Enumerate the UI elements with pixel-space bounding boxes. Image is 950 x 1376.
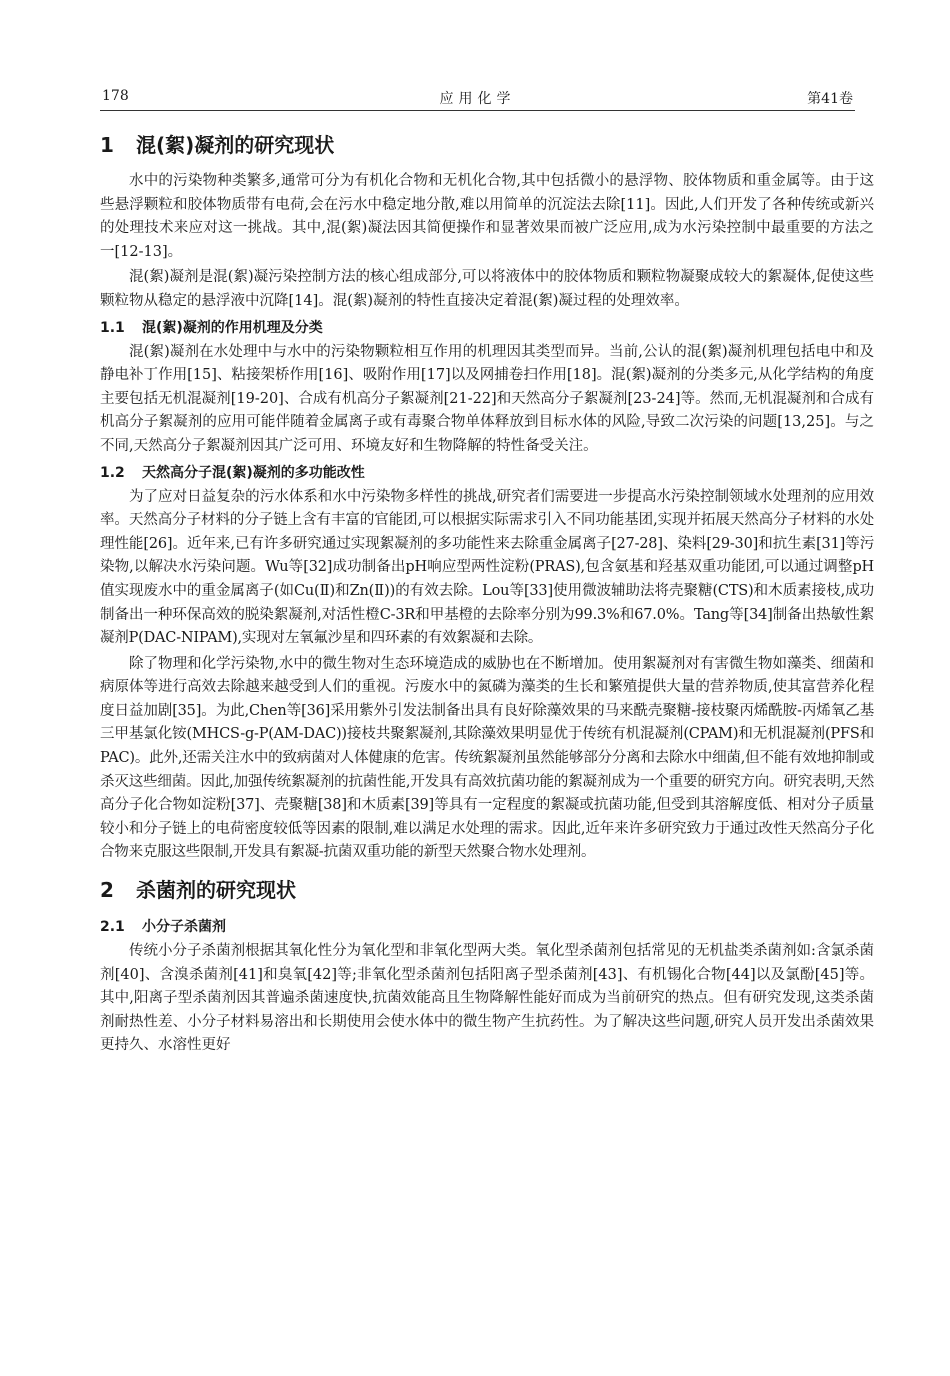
subsection-title: 天然高分子混(絮)凝剂的多功能改性: [142, 464, 365, 481]
paragraph: 除了物理和化学污染物,水中的微生物对生态环境造成的威胁也在不断增加。使用絮凝剂对有害微生物如藻类、细菌和病原体等进行高效去除越来越受到人们的重视。污废水中的氮磷为藻类的生长和繁殖提供大量的营养物质,使其富营养化程度日益加剧[35]。为此,Chen等[36]采用紫外引发法制备出具有良好除藻效果的马来酰壳聚糖-接枝聚丙烯酰胺-丙烯氧乙基三甲基氯化铵(MHCS-g-P(AM-DAC))接枝共聚絮凝剂,其除藻效果明显优于传统有机混凝剂(CPAM)和无机混凝剂(PFS和PAC)。此外,还需关注水中的致病菌对人体健康的危害。传统絮凝剂虽然能够部分分离和去除水中细菌,但不能有效地抑制或杀灭这些细菌。因此,加强传统絮凝剂的抗菌性能,开发具有高效抗菌功能的絮凝剂成为一个重要的研究方向。研究表明,天然高分子化合物如淀粉[37]、壳聚糖[38]和木质素[39]等具有一定程度的絮凝或抗菌功能,但受到其溶解度低、相对分子质量较小和分子链上的电荷密度较低等因素的限制,难以满足水处理的需求。因此,近年来许多研究致力于通过改性天然高分子化合物来克服这些限制,开发具有絮凝-抗菌双重功能的新型天然聚合物水处理剂。: [100, 655, 874, 861]
paragraph: 混(絮)凝剂在水处理中与水中的污染物颗粒相互作用的机理因其类型而异。当前,公认的混(絮)凝剂机理包括电中和及静电补丁作用[15]、粘接架桥作用[16]、吸附作用[17]以及网捕卷扫作用[18]。混(絮)凝剂的分类多元,从化学结构的角度主要包括无机混凝剂[19-20]、合成有机高分子絮凝剂[21-22]和天然高分子絮凝剂[23-24]等。然而,无机混凝剂和合成有机高分子絮凝剂的应用可能伴随着金属离子或有毒聚合物单体释放到目标水体的风险,导致二次污染的问题[13,25]。与之不同,天然高分子絮凝剂因其广泛可用、环境友好和生物降解的特性备受关注。: [100, 343, 874, 454]
paragraph: 为了应对日益复杂的污水体系和水中污染物多样性的挑战,研究者们需要进一步提高水污染控制领域水处理剂的应用效率。天然高分子材料的分子链上含有丰富的官能团,可以根据实际需求引入不同功能基团,实现并拓展天然高分子材料的水处理性能[26]。近年来,已有许多研究通过实现絮凝剂的多功能性来去除重金属离子[27-28]、染料[29-30]和抗生素[31]等污染物,以解决水污染问题。Wu等[32]成功制备出pH响应型两性淀粉(PRAS),包含氨基和羟基双重功能团,可以通过调整pH值实现废水中的重金属离子(如Cu(Ⅱ)和Zn(Ⅱ))的有效去除。Lou等[33]使用微波辅助法将壳聚糖(CTS)和木质素接枝,成功制备出一种环保高效的脱染絮凝剂,对活性橙C-3R和甲基橙的去除率分别为99.3%和67.0%。Tang等[34]制备出热敏性絮凝剂P(DAC-NIPAM),实现对左氧氟沙星和四环素的有效絮凝和去除。: [100, 488, 874, 647]
section-title: 杀菌剂的研究现状: [136, 878, 296, 903]
section-heading-2: [100, 873, 874, 907]
volume-label: 第41卷: [807, 91, 853, 107]
page-number: 178: [102, 88, 129, 104]
running-header: [100, 84, 855, 111]
subsection-heading-1-2: [100, 461, 874, 485]
subsection-heading-2-1: [100, 915, 874, 939]
journal-title: 应用化学: [439, 91, 516, 107]
subsection-number: 1.1: [100, 319, 125, 336]
subsection-title: 混(絮)凝剂的作用机理及分类: [142, 319, 323, 336]
section-number: 2: [100, 878, 114, 903]
subsection-title: 小分子杀菌剂: [142, 919, 226, 936]
paragraph: 水中的污染物种类繁多,通常可分为有机化合物和无机化合物,其中包括微小的悬浮物、胶体物质和重金属等。由于这些悬浮颗粒和胶体物质带有电荷,会在污水中稳定地分散,难以用简单的沉淀法去除[11]。因此,人们开发了各种传统或新兴的处理技术来应对这一挑战。其中,混(絮)凝法因其简便操作和显著效果而被广泛应用,成为水污染控制中最重要的方法之一[12-13]。: [100, 173, 874, 260]
subsection-heading-1-1: [100, 316, 874, 340]
section-title: 混(絮)凝剂的研究现状: [136, 133, 335, 157]
section-heading-1: [100, 128, 874, 162]
paragraph: 传统小分子杀菌剂根据其氧化性分为氧化型和非氧化型两大类。氧化型杀菌剂包括常见的无机盐类杀菌剂如:含氯杀菌剂[40]、含溴杀菌剂[41]和臭氧[42]等;非氧化型杀菌剂包括阳离子型杀菌剂[43]、有机锡化合物[44]以及氯酚[45]等。其中,阳离子型杀菌剂因其普遍杀菌速度快,抗菌效能高且生物降解性能好而成为当前研究的热点。但有研究发现,这类杀菌剂耐热性差、小分子材料易溶出和长期使用会使水体中的微生物产生抗药性。为了解决这些问题,研究人员开发出杀菌效果更持久、水溶性更好: [100, 943, 874, 1054]
subsection-number: 1.2: [100, 464, 125, 481]
article-body: [100, 120, 874, 1060]
paragraph: 混(絮)凝剂是混(絮)凝污染控制方法的核心组成部分,可以将液体中的胶体物质和颗粒物凝聚成较大的絮凝体,促使这些颗粒物从稳定的悬浮液中沉降[14]。混(絮)凝剂的特性直接决定着混(絮)凝过程的处理效率。: [100, 269, 874, 309]
subsection-number: 2.1: [100, 919, 125, 936]
section-number: 1: [100, 133, 114, 157]
